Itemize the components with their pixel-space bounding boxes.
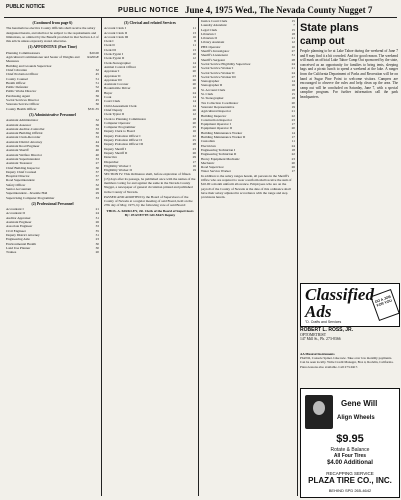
salary-range: 25 [192,125,196,130]
salary-range: 10 [192,52,196,57]
position-title: Public Defender [6,85,29,90]
salary-range: 31 [95,232,99,237]
salary-range: 31 [291,53,295,58]
position-title: Assistant Assessor [6,122,32,127]
position-title: Engineering Technician I [201,147,236,152]
position-title: Construction Inspector [201,117,232,122]
position-title: Supervising Computer Programmer [6,195,55,200]
salary-range: 26 [95,220,99,225]
position-title: Accountant II [6,211,25,216]
position-title: Eligibility Worker I [104,163,131,168]
optometrist-ad [300,328,398,350]
position-title: Dispatcher [104,159,119,164]
salary-range: 30 [95,131,99,136]
position-title: Building Maintenance Worker II [201,135,246,140]
position-title: Equipment Operator I [201,122,231,127]
position-title: Planning Commissioners [6,50,41,55]
position-title: Assistant Coroner [104,82,129,87]
position-title: Public Works Director [6,89,37,94]
classified-subtitle: "D. Crafts and Services [305,320,342,324]
salary-range: 24 [291,70,295,75]
position-title: Assistant Building Official [6,131,43,136]
position-title: Assistant Clerk-Recorder [6,135,41,140]
gene-will-photo [305,395,333,429]
salary-range: 8 [194,39,196,44]
ad-service: Align Wheels [337,415,375,421]
position-title: Deputy Clerk to Board [104,129,135,134]
ad-person-name: Gene Will [341,399,378,408]
position-title: Purchasing Agent [6,93,31,98]
salary-range: 24 [291,143,295,148]
salary-range: 10 [291,44,295,49]
notice-column-2 [104,19,196,496]
ad-additional-price: $4.00 Additional [327,460,373,466]
music-ad-header: AA Musical Instruments [300,352,335,356]
position-title: Electrician [201,143,216,148]
position-title: Clerk Typist II [104,112,124,117]
salary-range: 12 [192,56,196,61]
ad-address: BEHIND SPD 265-4642 [328,488,372,493]
salary-range: 20 [192,120,196,125]
salary-range: 26 [192,150,196,155]
salary-range: 16 [291,83,295,88]
music-ad-body: PIANO, Console Spinet. Like new. Take over low monthly payments. Can be seen locally. Write Credit Manager, Box 4, Rocklin, California. Piano lessons also available. Call 273-9417. [300,356,394,369]
salary-range: 15 [291,92,295,97]
salary-range: 30 [95,245,99,250]
position-title: Agricultural Inspector [201,109,232,114]
position-title: Clerk-Typist I [104,52,124,57]
position-title: Building and Grounds Supervisor [6,63,52,68]
salary-range: 52 [95,85,99,90]
position-title: Stenographer [201,79,220,84]
salary-range: 24 [95,211,99,216]
salary-range: 30 [95,241,99,246]
salary-range: 17 [291,122,295,127]
position-title: Tax Collection Coordinator [201,100,239,105]
salary-range: 27 [95,161,99,166]
salary-range: 11 [192,43,196,48]
salary-range: 11 [291,139,295,144]
salary-range: 26 [95,186,99,191]
salary-range: 15 [291,19,295,23]
ad-price: $9.95 [336,433,364,445]
article-subheadline: camp out [300,36,345,47]
position-title: Librarian II [201,36,217,41]
salary-range: 36 [95,122,99,127]
position-title: Sr. Clerk [201,92,214,97]
position-title: Senior Accountant [6,186,32,191]
position-title: Engineering Aide [6,237,30,242]
position-title: Accountant I [6,207,24,212]
salary-range: 21 [95,207,99,212]
salary-range: 28 [291,57,295,62]
position-title: Equipment Operator II [201,126,232,131]
position-title: Assistant Sheriff [6,148,29,153]
signature-block: THOS. A. KIRKLEY, JR. Clerk of the Board of Supervisors By: JEANETTE GILMAN Deputy [106,208,194,218]
salary-range: 18 [291,87,295,92]
position-title: PBX Operator [201,44,221,49]
salary-range: 20 [291,160,295,165]
uniform-paragraph: In addition to the salary ranges herein, all persons in the Sheriff's Office who are required to wear a uniform shall receive the sum of $10.00 a month uniform allowance. Employees who are on the payroll of the County of Nevada at the date of this ordinance shall have their salary adjusted in accordance with the range and step provisions herein. [201,173,292,200]
salary-range: 37 [95,178,99,183]
section-heading: (3) Administrative Personnel [29,112,76,117]
position-title: Safety Officer [6,182,26,187]
position-title: Assistant Welfare Director [6,152,43,157]
column-rule-2 [198,18,199,496]
salary-range: 14 [192,95,196,100]
masthead-title: June 4, 1975 Wed., The Nevada County Nugget 7 [184,5,373,15]
position-title: Trainee [6,250,17,255]
position-title: Legal Clerk [201,27,218,32]
position-title: Chief Probation Officer [6,72,39,77]
salary-range: 37 [95,174,99,179]
salary-range: 19 [192,168,196,173]
salary-range: 21 [291,36,295,41]
ad-service-label: RECAPPING SERVICE [326,471,374,476]
position-title: Computer Operator [104,120,131,125]
position-title: Health Officer [6,80,26,85]
position-title: Eligibility Worker II [104,168,132,173]
position-title: Veterans' Representative [201,104,235,109]
position-title: Assistant Auditor-Controller [6,126,45,131]
salary-range: 51 [95,80,99,85]
classified-badge: DO A JOB FOR YOU [370,289,400,321]
salary-range: 20 [291,100,295,105]
position-title: Librarian I [201,31,216,36]
position-title: Road Supervisor [201,165,224,170]
salary-range: 20 [192,82,196,87]
salary-range: RANGE [87,55,99,60]
section-heading: (1) APPOINTIVE (Part Time) [28,45,77,50]
salary-range: 26 [192,77,196,82]
position-title: County Health Officer [6,106,37,111]
position-title: Deputy Chief Counsel [6,169,37,174]
article-body: People planning to be at Lake Tahoe during the weekend of June 7 and 8 may find it a bit crowded. And for good reason. The weekend will mark an official Lake Tahoe Camp Out sponsored by the state, conceived as an opportunity for families to bring tents, sleeping bags and a picnic lunch to spend a weekend at the lake. A ranger from the California Department of Parks and Recreation will be on hand at Sugar Pine Point to welcome visitors. Campers are encouraged to observe the rules and help clean up the area. The camp out will be concluded on Saturday, June 7, with a special campfire program. For further information call the park headquarters. [300,49,398,99]
position-title: Deputy Probation Officer III [104,142,143,147]
masthead [118,2,398,18]
salary-range: 45 [95,72,99,77]
notice-column-1 [6,19,99,496]
position-title: Appraiser I [104,69,120,74]
position-title: Hospital Director [6,174,30,179]
classified-ads-banner [300,283,400,327]
salary-range: 14 [192,99,196,104]
column-rule-1 [101,18,102,496]
position-title: Appraiser II [104,73,121,78]
position-title: Road Superintendent [6,178,35,183]
salary-range: 23 [192,146,196,151]
ordinance-paragraph: SECTION IV. This Ordinance shall, before expiration of fifteen (15) days after its passage, be published once with the names of the members voting for and against the same in the Nevada County Nugget, a newspaper of general circulation printed and published in the County of Nevada. [104,172,196,194]
section-heading: (2) Professional Personnel [31,201,74,206]
salary-range: 44 [95,139,99,144]
salary-row [6,107,99,111]
salary-range: 13 [192,30,196,35]
position-title: Justice Court Clerk [201,19,228,23]
salary-range: 18 [291,147,295,152]
salary-range: 20 [192,69,196,74]
tire-shop-ad [300,388,400,498]
position-title: Assistant Superintendent [6,156,40,161]
position-title: Sheriff's Investigator [201,49,230,54]
section-heading: (3) Clerical and related Services [124,21,176,25]
salary-row [6,196,99,200]
salary-range: 23 [291,156,295,161]
position-title: Assistant District Attorney [6,139,43,144]
position-title: Account Clerk I [104,26,126,31]
classified-title: Classified Ads [305,285,374,321]
position-title: Assistant Treasurer [6,161,33,166]
salary-range: 10 [192,86,196,91]
salary-range: 14 [291,130,295,135]
column-rule-3 [297,18,298,496]
ad-business: PLAZA TIRE CO., INC. [308,476,392,485]
salary-range: 22 [291,113,295,118]
position-title: Land Use Planner [6,245,31,250]
salary-range: 7 [293,23,295,28]
passed-paragraph: PASSED AND ADOPTED by the Board of Supervisors of the County of Nevada at a regular meeting of said Board, held on the 27th day of May, 1975, by the following vote of said Board: [104,194,193,208]
salary-range: 18 [192,116,196,121]
position-title: Sr. Stenographer [201,96,224,101]
salary-range: 40 [95,152,99,157]
salary-range: 26 [192,107,196,112]
position-title: Appraiser III [104,77,122,82]
position-title: Clerk II [104,43,115,48]
salary-range: 17 [192,159,196,164]
position-title: Building Inspector [201,113,227,118]
salary-range: 27 [291,74,295,79]
salary-list [6,207,99,254]
salary-range: 17 [291,135,295,140]
continued-label: (Continued from page 6) [32,21,73,25]
position-title: Deputy Probation Officer II [104,138,142,143]
salary-range: 29 [95,191,99,196]
position-title: Assistant Engineer [6,220,32,225]
musical-instruments-ad [300,352,398,386]
salary-range: 51 [95,76,99,81]
position-title: Stenographer II [201,83,223,88]
position-title: Chief Building Inspector [6,165,40,170]
salary-range: 33 [95,156,99,161]
optometrist-title: OPTOMETRIST [300,332,327,337]
position-title: Child Assessment Clerk [104,103,137,108]
salary-range: 30 [95,165,99,170]
position-title: Assistant Administrator [6,118,39,123]
position-title: Animal Control Officer [104,64,136,69]
salary-range: 14 [192,103,196,108]
position-title: Mechanic [201,160,215,165]
salary-range: 45 [95,98,99,103]
salary-range: 36 [95,93,99,98]
position-title: Building Maintenance Worker [201,130,243,135]
salary-range: 21 [291,109,295,114]
salary-range: 13 [192,47,196,52]
position-title: Social Service Worker I [201,66,234,71]
salary-range: 23 [95,237,99,242]
position-title: Environmental Health [6,241,37,246]
position-title: County Counsel [6,76,28,81]
position-title: Veterans Service Officer [6,102,40,107]
salary-range: 12 [192,112,196,117]
ad-line-2: All Four Tires [333,453,367,459]
position-title: Assistant Road Engineer [6,144,40,149]
position-title: Court Clerk [104,99,121,104]
salary-range: 33 [95,126,99,131]
salary-range: 16 [192,163,196,168]
salary-range: 20 [95,250,99,255]
position-title: Agricultural Commissioner and Sealer of Weights and Measures [6,55,80,64]
salary-range: 20 [291,126,295,131]
salary-range: 22 [192,64,196,69]
position-title: Social Service Worker II [201,70,235,75]
salary-range: $20.00 [89,50,99,55]
salary-range: 18 [291,96,295,101]
position-title: Clerk-Typist II [104,56,125,61]
notice-paragraph: The hereinabove elective County Officials shall receive the salary designated herein, and shall not be subject to the requirements and limitations, so omitted by the Benefit provided in that Section 4.2 of this article unless expressly stated otherwise. [6,26,99,44]
position-title: Clerk I [104,39,114,44]
position-title: Laundry Attendant [201,23,227,28]
salary-range: 32 [95,118,99,123]
salary-list [104,26,196,172]
position-title: Superintendent - Juvenile Hall [6,191,48,196]
ad-business-name [305,471,395,485]
position-title: Custodian [201,139,215,144]
masthead-section-label: PUBLIC NOTICE [118,6,179,14]
position-title: Deputy Probation Officer I [104,133,141,138]
optometrist-address: 147 Mill St., Ph. 273-8366 [300,337,341,342]
salary-range: 33 [95,224,99,229]
position-title: Civil Engineer [6,228,26,233]
salary-range: 33 [95,195,99,200]
salary-range: 37 [95,169,99,174]
position-title: Social Service Eligibility Supervisor [201,61,251,66]
position-title: Social Services Director [6,98,39,103]
position-title: Bookmobile Driver [104,86,131,91]
salary-range: 30 [95,102,99,107]
salary-list [201,19,295,174]
position-title: Social Service Worker III [201,74,236,79]
position-title: Sheriff's Lieutenant [201,53,228,58]
salary-range: 22 [192,133,196,138]
salary-range: 21 [291,66,295,71]
position-title: Chief Deputy [104,107,123,112]
notice-column-3 [201,19,295,496]
salary-range: 23 [291,117,295,122]
salary-list [6,51,99,111]
salary-range: 27 [291,49,295,54]
ad-line-1: Rotate & Balance [330,447,370,453]
position-title: Auditor Appraiser [6,215,31,220]
position-title: Deputy Sheriff I [104,146,127,151]
salary-range: 11 [192,26,196,31]
salary-range: 35 [95,228,99,233]
position-title: Heavy Equipment Mechanic [201,156,240,161]
salary-range: 15 [291,27,295,32]
position-title: Detective [104,155,117,160]
position-title: Water Service Worker [201,169,231,174]
salary-range: 16 [192,129,196,134]
salary-list [6,118,99,200]
salary-range: 24 [291,61,295,66]
salary-range: 22 [291,152,295,157]
position-title: Computer Programmer [104,125,136,130]
position-title: Library Assistant [201,40,225,45]
salary-range: 17 [291,169,295,174]
position-title: Cook [104,95,112,100]
salary-range: 23 [192,73,196,78]
salary-range: 18 [291,31,295,36]
state-camp-article [300,18,398,100]
salary-range: 28 [192,142,196,147]
position-title: Clerk III [104,47,116,52]
salary-range: 12 [291,40,295,45]
position-title: Clerk-Stenographer [104,60,131,65]
article-headline: State plans [300,22,359,34]
position-title: Buyer [104,90,113,95]
position-title: Account Clerk II [104,30,127,35]
position-title: Clerk to Planning Commission [104,116,146,121]
position-title: Deputy Sheriff II [104,150,128,155]
salary-range: 49 [95,89,99,94]
salary-range: 14 [192,60,196,65]
salary-range: 16 [192,34,196,39]
salary-range: 29 [192,155,196,160]
salary-range: $331.35 [87,106,99,111]
salary-range: 39 [95,144,99,149]
salary-range: 40 [95,148,99,153]
salary-range: 32 [95,182,99,187]
position-title: Sheriff's Sergeant [201,57,225,62]
salary-range: 26 [291,165,295,170]
salary-range: 19 [291,104,295,109]
salary-range: 25 [192,138,196,143]
position-title: Engineering Technician II [201,152,237,157]
position-title: Chief Librarian [6,67,27,72]
salary-range: 32 [95,67,99,72]
salary-row [6,55,99,64]
position-title: Account Clerk III [104,34,129,39]
position-title: Deputy District Attorney [6,232,40,237]
salary-range: 33 [95,135,99,140]
optometrist-name: ROBERT L. ROSS, JR. [300,327,354,333]
salary-range: 24 [192,90,196,95]
salary-range: 14 [291,79,295,84]
salary-row [6,250,99,254]
position-title: Associate Engineer [6,224,33,229]
left-page-header: PUBLIC NOTICE [6,4,45,10]
position-title: Sr. Account Clerk [201,87,226,92]
salary-range: 31 [95,215,99,220]
